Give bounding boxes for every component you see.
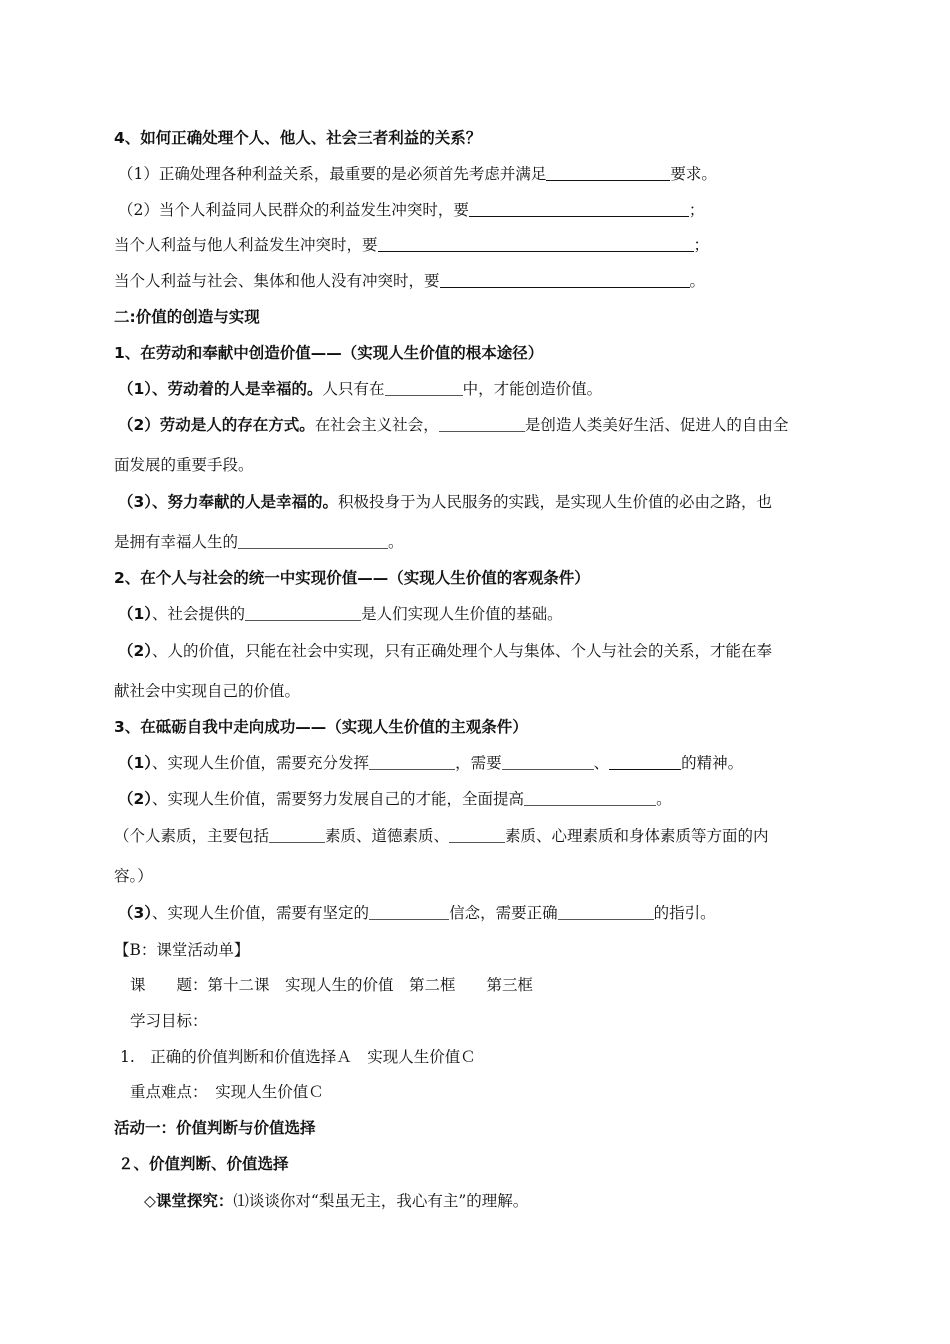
- question-4-title: 4、如何正确处理个人、他人、社会三者利益的关系？: [114, 129, 482, 147]
- blank[interactable]: [469, 202, 689, 217]
- blank[interactable]: [378, 237, 694, 252]
- blank[interactable]: [524, 791, 656, 806]
- activity-1-title: 活动一：价值判断与价值选择: [114, 1119, 316, 1137]
- section-2-title: 二:价值的创造与实现: [114, 308, 260, 326]
- s3-note-cont: 容。）: [114, 867, 153, 885]
- blank[interactable]: [369, 905, 449, 920]
- s1-item-2: （2）劳动是人的存在方式。在社会主义社会， 是创造人类美好生活、促进人的自由全: [118, 416, 789, 434]
- blank[interactable]: [502, 755, 594, 770]
- q4-item-2: （2）当个人利益同人民群众的利益发生冲突时，要 ；: [118, 201, 705, 219]
- goal-1: 1. 正确的价值判断和价值选择Ａ 实现人生价值Ｃ: [120, 1048, 476, 1066]
- s3-item-2: （2）、实现人生价值，需要努力发展自己的才能，全面提高 。: [118, 790, 672, 808]
- subsection-3-title: 3、在砥砺自我中走向成功——（实现人生价值的主观条件）: [114, 718, 528, 736]
- activity-subtitle: ２、价值判断、价值选择: [118, 1155, 289, 1173]
- s3-note: （个人素质，主要包括 素质、道德素质、 素质、心理素质和身体素质等方面的内: [114, 827, 769, 845]
- lesson-topic: 课 题：第十二课 实现人生的价值 第二框 第三框: [130, 976, 534, 994]
- activity-sheet-header: 【B：课堂活动单】: [114, 941, 250, 959]
- blank[interactable]: [558, 905, 654, 920]
- subsection-1-title: 1、在劳动和奉献中创造价值——（实现人生价值的根本途径）: [114, 344, 544, 362]
- blank[interactable]: [385, 381, 463, 396]
- s3-item-1: （1）、实现人生价值，需要充分发挥 ，需要 、 的精神。: [118, 754, 744, 772]
- q4-item-4: 当个人利益与社会、集体和他人没有冲突时，要 。: [114, 272, 706, 290]
- key-points: 重点难点： 实现人生价值Ｃ: [130, 1083, 324, 1101]
- s1-item-2-cont: 面发展的重要手段。: [114, 456, 254, 474]
- blank[interactable]: [449, 828, 505, 843]
- s2-item-2: （2）、人的价值，只能在社会中实现，只有正确处理个人与集体、个人与社会的关系，才能在奉: [118, 642, 773, 660]
- blank[interactable]: [439, 417, 525, 432]
- subsection-2-title: 2、在个人与社会的统一中实现价值——（实现人生价值的客观条件）: [114, 569, 590, 587]
- blank[interactable]: [245, 606, 361, 621]
- s2-item-1: （1）、社会提供的 是人们实现人生价值的基础。: [118, 605, 563, 623]
- blank[interactable]: [546, 166, 670, 181]
- s2-item-2-cont: 献社会中实现自己的价值。: [114, 682, 301, 700]
- classroom-explore: ◇课堂探究：⑴谈谈你对“梨虽无主，我心有主”的理解。: [144, 1192, 529, 1210]
- s1-item-3-cont: 是拥有幸福人生的 。: [114, 533, 404, 551]
- blank[interactable]: [269, 828, 325, 843]
- goals-label: 学习目标：: [130, 1012, 208, 1030]
- blank[interactable]: [609, 755, 681, 770]
- blank[interactable]: [238, 534, 388, 549]
- s1-item-3: （3）、努力奉献的人是幸福的。积极投身于为人民服务的实践，是实现人生价值的必由之路，也: [118, 493, 773, 511]
- q4-item-3: 当个人利益与他人利益发生冲突时，要 ；: [114, 236, 710, 254]
- q4-item-1: （1）正确处理各种利益关系，最重要的是必须首先考虑并满足 要求。: [118, 165, 717, 183]
- blank[interactable]: [440, 273, 690, 288]
- s3-item-3: （3）、实现人生价值，需要有坚定的 信念，需要正确 的指引。: [118, 904, 716, 922]
- s1-item-1: （1）、劳动着的人是幸福的。人只有在 中，才能创造价值。: [118, 380, 603, 398]
- blank[interactable]: [369, 755, 455, 770]
